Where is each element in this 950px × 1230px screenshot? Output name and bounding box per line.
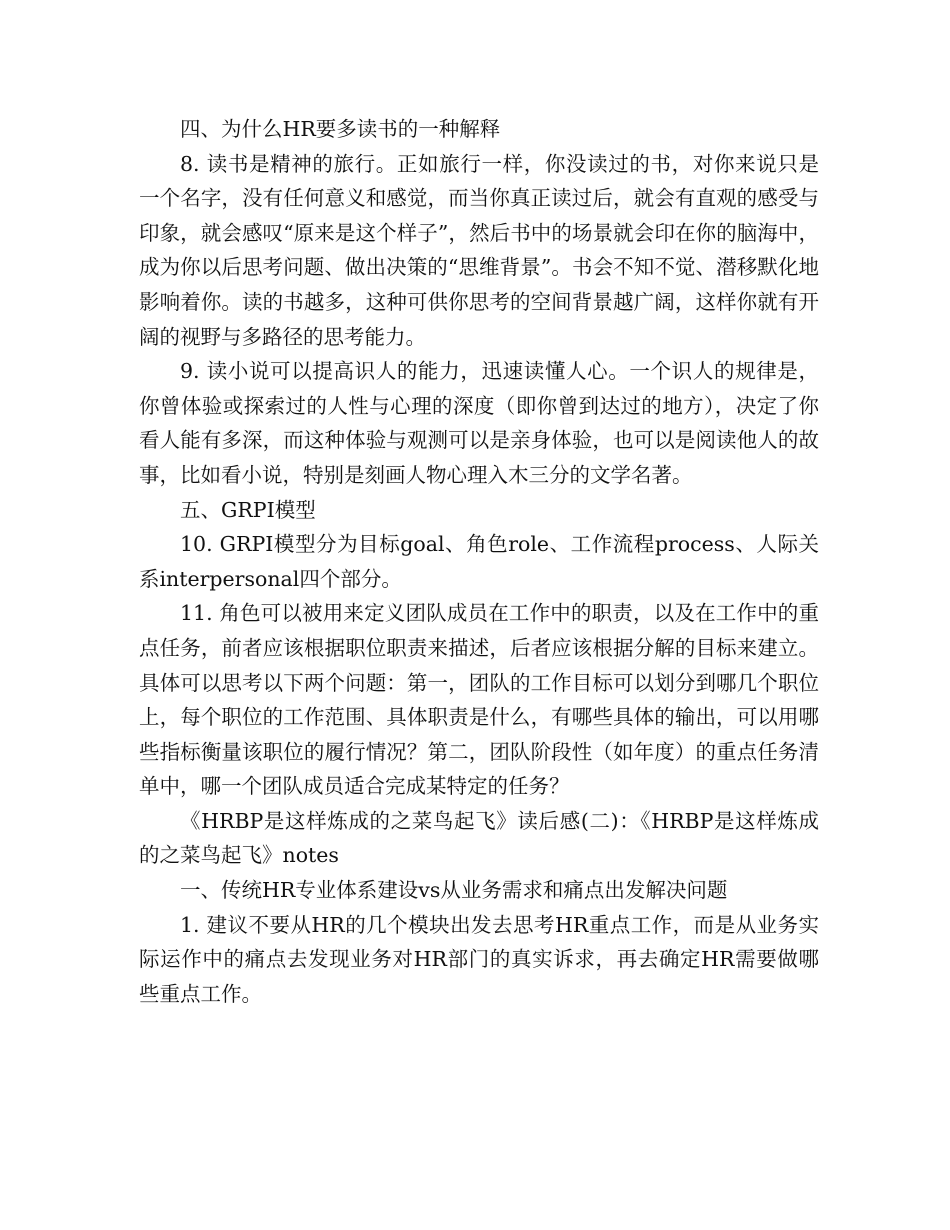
- section-heading-1: 一、传统HR专业体系建设vs从业务需求和痛点出发解决问题: [180, 878, 728, 903]
- paragraph-11: 11. 角色可以被用来定义团队成员在工作中的职责，以及在工作中的重点任务，前者应该根据职位职责来描述，后者应该根据分解的目标来建立。具体可以思考以下两个问题：第一，团队的工作目标可以划分到哪几个职位上，每个职位的工作范围、具体职责是什么，有哪些具体的输出，可以用哪些指标衡量该职位的履行情况？第二，团队阶段性（如年度）的重点任务清单中，哪一个团队成员适合完成某特定的任务？: [139, 601, 819, 799]
- section-heading-5: 五、GRPI模型: [180, 497, 316, 522]
- paragraph-9: 9. 读小说可以提高识人的能力，迅速读懂人心。一个识人的规律是，你曾体验或探索过的人性与心理的深度（即你曾到达过的地方），决定了你看人能有多深，而这种体验与观测可以是亲身体验，也可以是阅读他人的故事，比如看小说，特别是刻画人物心理入木三分的文学名著。: [139, 359, 819, 487]
- paragraph-8: 8. 读书是精神的旅行。正如旅行一样，你没读过的书，对你来说只是一个名字，没有任何意义和感觉，而当你真正读过后，就会有直观的感受与印象，就会感叹“原来是这个样子”，然后书中的场景就会印在你的脑海中，成为你以后思考问题、做出决策的“思维背景”。书会不知不觉、潜移默化地影响着你。读的书越多，这种可供你思考的空间背景越广阔，这样你就有开阔的视野与多路径的思考能力。: [139, 151, 819, 349]
- section-heading-4: 四、为什么HR要多读书的一种解释: [180, 117, 501, 141]
- document-page: [139, 112, 819, 1011]
- review-title: 《HRBP是这样炼成的之菜鸟起飞》读后感(二)：《HRBP是这样炼成的之菜鸟起飞》notes: [139, 808, 819, 868]
- paragraph-1: 1. 建议不要从HR的几个模块出发去思考HR重点工作，而是从业务实际运作中的痛点去发现业务对HR部门的真实诉求，再去确定HR需要做哪些重点工作。: [139, 912, 819, 1006]
- paragraph-10: 10. GRPI模型分为目标goal、角色role、工作流程process、人际关系interpersonal四个部分。: [139, 532, 819, 591]
